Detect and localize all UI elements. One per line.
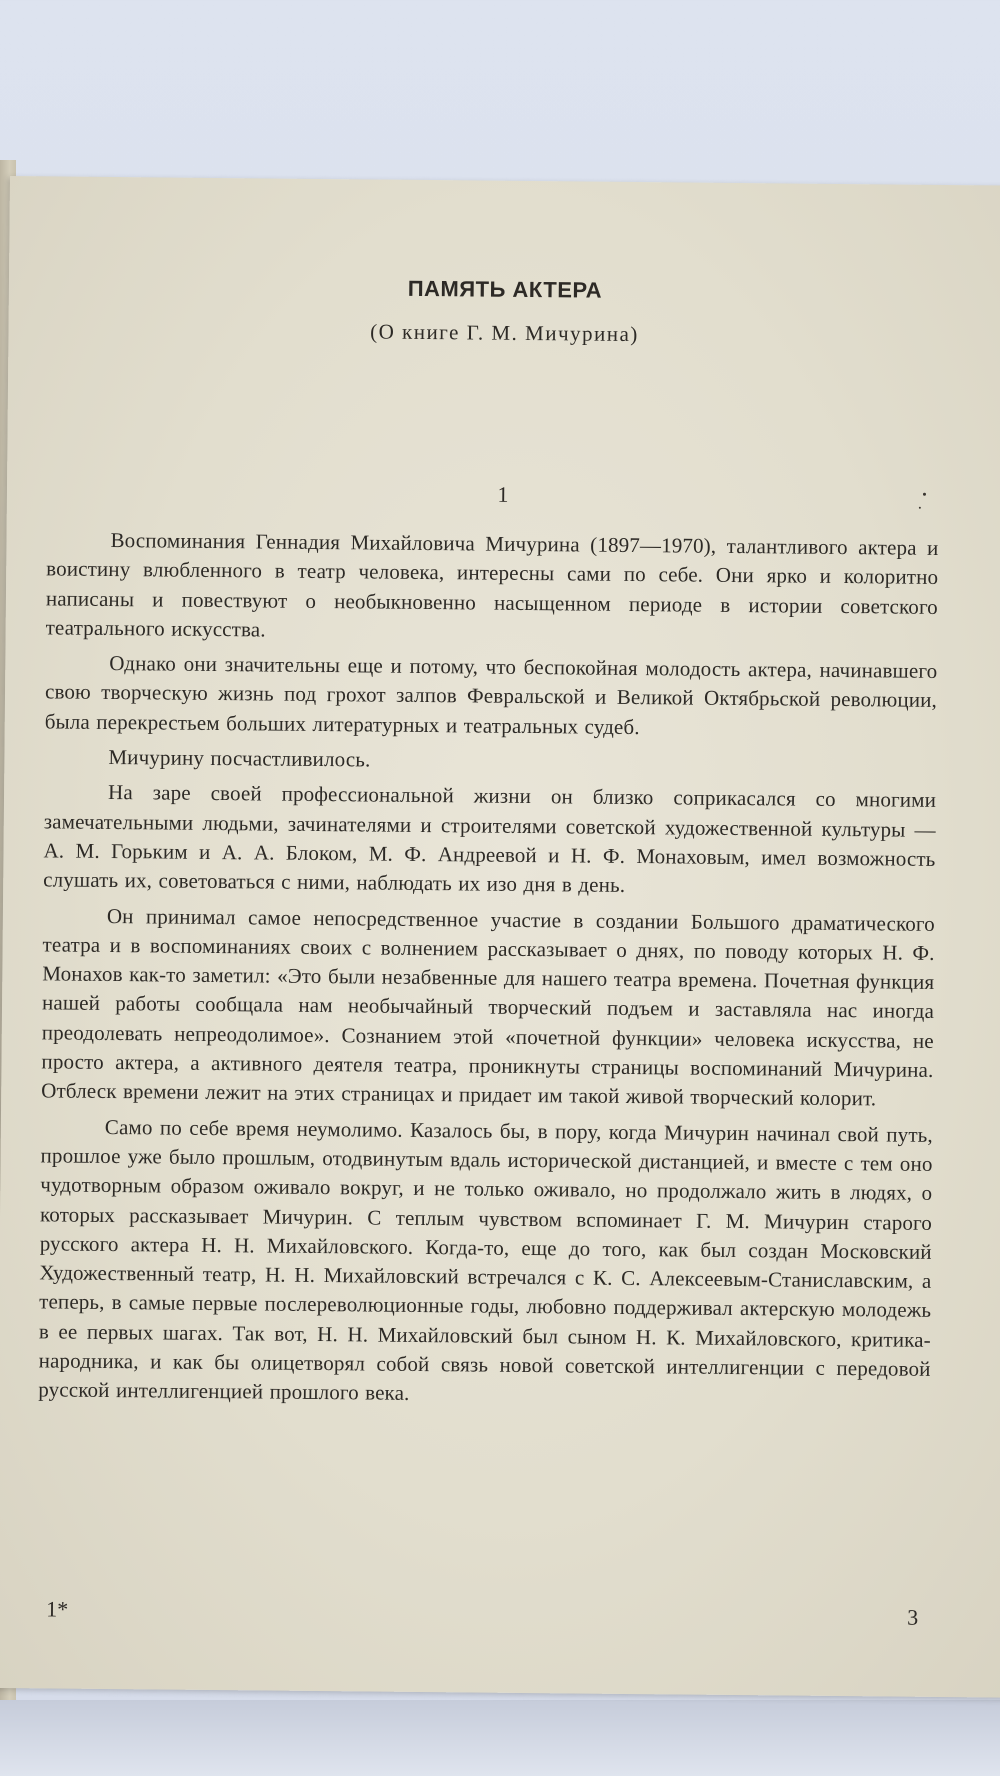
paragraph-6: Само по себе время неумолимо. Казалось бы, в пору, когда Мичурин начинал свой путь, прошлое уже было прошлым, отодвинутым вдаль исторической дистанцией, и вместе с тем оно чудотворным образом оживало вокруг, и не только оживало, но продолжало жить в людях, о которых рассказывает Мичурин. С теплым чувством вспоминает Г. М. Мичурин старого русского актера Н. Н. Михайловского. Когда-то, еще до того, как был создан Московский Художественный театр, Н. Н. Михайловский встречался с К. С. Алексеевым-Станиславским, а теперь, в самые первые послереволюционные годы, любовно поддерживал актерскую молодежь в ее первых шагах. Так вот, Н. Н. Михайловский был сыном Н. К. Михайловского, критика-народника, и как бы олицетворял собой связь новой советской интеллигенции с передовой русской интеллигенцией прошлого века. — [38, 1114, 933, 1406]
book-page — [0, 176, 1000, 1698]
paper-speck — [919, 507, 921, 509]
page-title: ПАМЯТЬ АКТЕРА — [407, 275, 603, 303]
section-number: 1 — [497, 481, 509, 507]
background-below-page — [0, 1700, 1000, 1776]
paragraph-3: Мичурину посчастливилось. — [108, 745, 371, 772]
paragraph-2: Однако они значительны еще и потому, что беспокойная молодость актера, начинавшего свою творческую жизнь под грохот залпов Февральской и Великой Октябрьской революции, была перекрестьем больших литературных и театральных судеб. — [44, 651, 938, 739]
paragraph-4: На заре своей профессиональной жизни он близко соприкасался со многими замечательными людьми, зачинателями и строителями советской художественной культуры — А. М. Горьким и А. А. Блоком, М. Ф. Андреевой и Н. Ф. Монаховым, имел возможность слушать их, советоваться с ними, наблюдать их изо дня в день. — [43, 780, 937, 898]
paper-speck — [923, 493, 926, 496]
page-subtitle: (О книге Г. М. Мичурина) — [370, 319, 639, 347]
paragraph-5: Он принимал самое непосредственное участие в создании Большого драматического театра и в воспоминаниях своих с волнением рассказывает о днях, по поводу которых Н. Ф. Монахов как-то заметил: «Это были незабвенные для нашего театра времена. Почетная функция нашей работы сообщала нам необычайный творческий подъем и заставляла нас иногда преодолевать непреодолимое». Сознанием этой «почетной функции» человека искусства, не просто актера, а активного деятеля театра, проникнуты страницы воспоминаний Мичурина. Отблеск времени лежит на этих страницах и придает им такой живой творческий колорит. — [41, 903, 935, 1111]
page-content — [38, 272, 941, 1419]
page-footer — [36, 1596, 928, 1630]
page-number: 3 — [907, 1604, 919, 1630]
paragraph-1: Воспоминания Геннадия Михайловича Мичурина (1897—1970), талантливого актера и воистину влюбленного в театр человека, интересны сами по себе. Они ярко и колоритно написаны и повествуют о необыкновенно насыщенном периоде в истории советского театрального искусства. — [45, 527, 939, 642]
signature-mark: 1* — [46, 1596, 69, 1622]
